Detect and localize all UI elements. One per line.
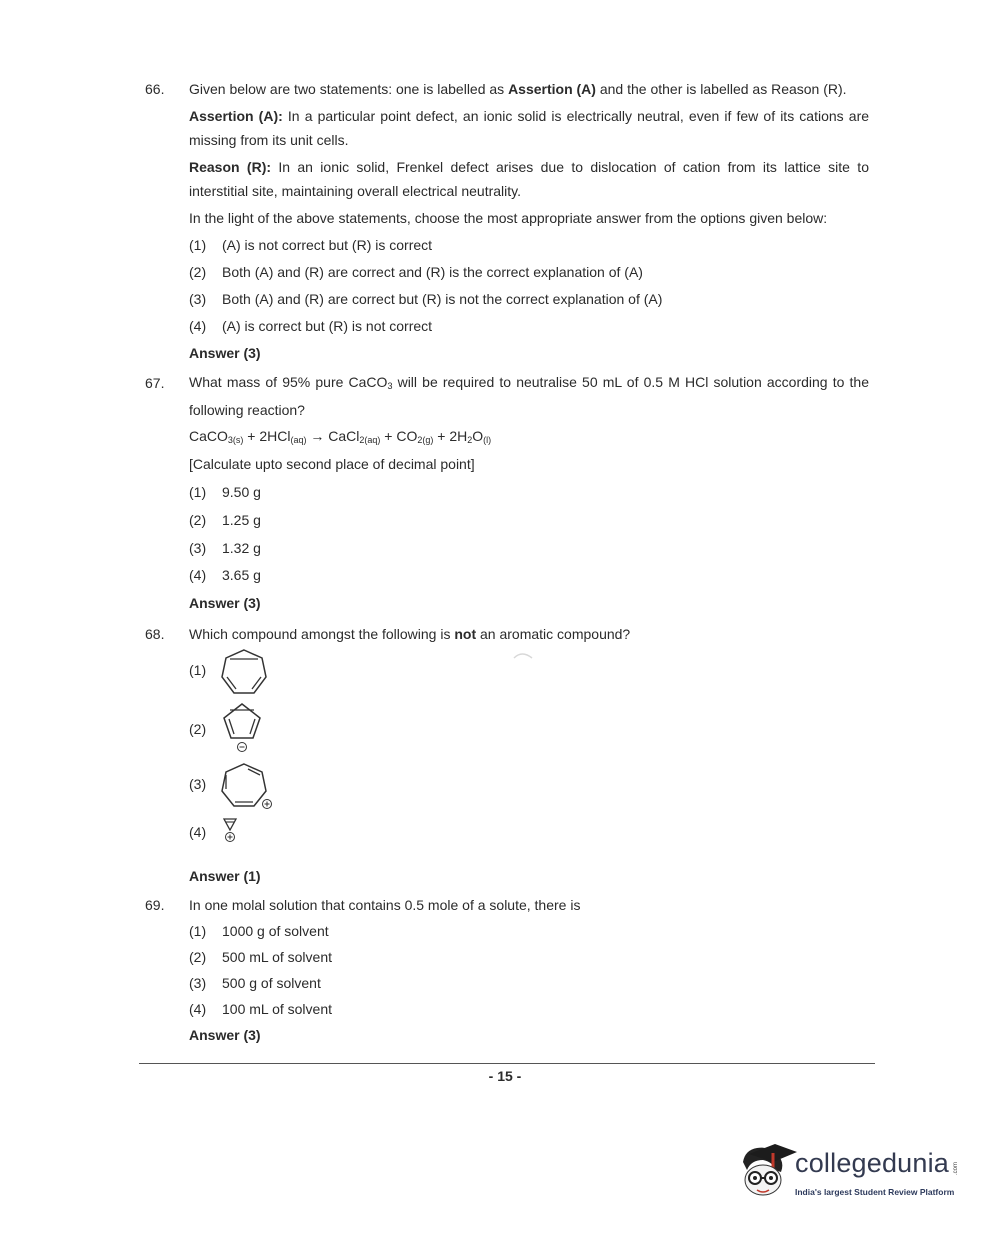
question-number: 69. xyxy=(145,897,165,913)
option-number: (4) xyxy=(189,1001,207,1017)
question-stem: Given below are two statements: one is labelled as Assertion (A) and the other is labelled as Reason (R). xyxy=(189,81,847,97)
logo-dotcom: .com xyxy=(953,1162,959,1176)
option-number: (2) xyxy=(189,949,207,965)
answer-label: Answer (1) xyxy=(189,868,261,884)
question-stem: What mass of 95% pure CaCO$_3$ will be required to neutralise 50 mL of 0.5 M HCl solution according to the following reaction? xyxy=(189,374,869,418)
option-number: (1) xyxy=(189,662,207,678)
question-number: 68. xyxy=(145,626,165,642)
option-text: Both (A) and (R) are correct and (R) is the correct explanation of (A) xyxy=(222,264,643,280)
question-stem: Which compound amongst the following is not an aromatic compound? xyxy=(189,626,631,642)
chemical-reaction: CaCO$_{3(s)}$ + 2HCl$_{(aq)}$ → CaCl$_{2(aq)}$ + $CO_{2(g)} + 2H_2O_{(l)}$ xyxy=(189,428,492,445)
option-number: (3) xyxy=(189,975,207,991)
option-text: 3.65 g xyxy=(222,567,261,583)
answer-label: Answer (3) xyxy=(189,1027,261,1043)
logo-wordmark: collegedunia xyxy=(795,1148,950,1178)
option-number: (3) xyxy=(189,540,207,556)
cyclopropenyl-cation-structure xyxy=(222,817,238,843)
option-text: 1000 g of solvent xyxy=(222,923,329,939)
question-number: 67. xyxy=(145,375,165,391)
option-text: 500 g of solvent xyxy=(222,975,321,991)
calculation-note: [Calculate upto second place of decimal point] xyxy=(189,456,475,472)
option-text: 1.32 g xyxy=(222,540,261,556)
option-number: (4) xyxy=(189,567,207,583)
page-number: - 15 - xyxy=(488,1068,522,1084)
option-text: 1.25 g xyxy=(222,512,261,528)
footer-divider xyxy=(139,1063,875,1064)
option-number: (4) xyxy=(189,318,207,334)
option-number: (3) xyxy=(189,291,207,307)
option-text: 500 mL of solvent xyxy=(222,949,332,965)
option-text: (A) is correct but (R) is not correct xyxy=(222,318,433,334)
option-text: 9.50 g xyxy=(222,484,261,500)
option-number: (3) xyxy=(189,776,207,792)
question-number: 66. xyxy=(145,81,165,97)
question-stem: In one molal solution that contains 0.5 mole of a solute, there is xyxy=(189,897,581,913)
option-number: (2) xyxy=(189,264,207,280)
option-number: (2) xyxy=(189,721,207,737)
option-number: (1) xyxy=(189,484,207,500)
option-text: 100 mL of solvent xyxy=(222,1001,332,1017)
logo-tagline: India's largest Student Review Platform xyxy=(795,1187,955,1197)
option-number: (1) xyxy=(189,237,207,253)
scan-mark xyxy=(512,650,534,662)
option-number: (4) xyxy=(189,824,207,840)
option-number: (2) xyxy=(189,512,207,528)
option-text: Both (A) and (R) are correct but (R) is not the correct explanation of (A) xyxy=(222,291,663,307)
option-number: (1) xyxy=(189,923,207,939)
assertion-statement: Assertion (A): In a particular point defect, an ionic solid is electrically neutral, even if few of its cations are missing from its unit cells. xyxy=(189,108,870,148)
instruction-text: In the light of the above statements, choose the most appropriate answer from the options given below: xyxy=(189,210,828,226)
answer-label: Answer (3) xyxy=(189,345,261,361)
answer-label: Answer (3) xyxy=(189,595,261,611)
tropylium-cation-structure xyxy=(218,762,274,812)
cycloheptatriene-structure xyxy=(218,648,270,696)
option-text: (A) is not correct but (R) is correct xyxy=(222,237,433,253)
reason-statement: Reason (R): In an ionic solid, Frenkel defect arises due to dislocation of cation from its lattice site to interstitial site, maintaining overall electrical neutrality. xyxy=(189,159,869,199)
cyclopentadienyl-anion-structure xyxy=(220,702,264,754)
